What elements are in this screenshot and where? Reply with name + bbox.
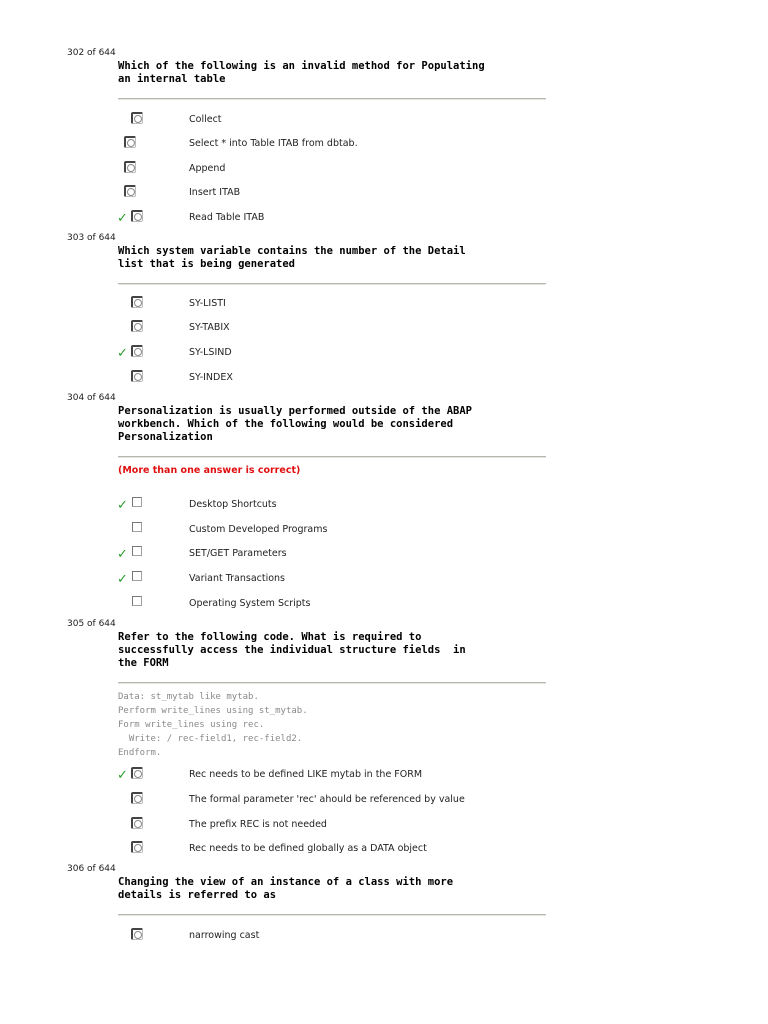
- option-row: [0, 161, 768, 179]
- radio-button-icon[interactable]: [131, 370, 143, 382]
- option-row: [0, 370, 768, 388]
- option-row: [0, 817, 768, 835]
- divider: [118, 283, 546, 285]
- radio-button-icon[interactable]: [124, 161, 136, 173]
- option-label: Select * into Table ITAB from dbtab.: [189, 138, 358, 149]
- radio-button-icon[interactable]: [124, 185, 136, 197]
- radio-button-icon[interactable]: [131, 792, 143, 804]
- option-row: [0, 296, 768, 314]
- option-row: [0, 112, 768, 130]
- option-row: [0, 210, 768, 228]
- radio-button-icon[interactable]: [131, 320, 143, 332]
- option-label: SY-TABIX: [189, 322, 230, 333]
- option-label: Read Table ITAB: [189, 212, 265, 223]
- question-text: Refer to the following code. What is required to successfully access the individual structure fields in the FORM: [118, 631, 466, 669]
- option-label: Rec needs to be defined globally as a DATA object: [189, 843, 427, 854]
- checkbox-icon[interactable]: [132, 596, 142, 606]
- option-row: [0, 345, 768, 363]
- divider: [118, 914, 546, 916]
- option-label: SY-LSIND: [189, 347, 232, 358]
- check-mark-icon: ✓: [117, 211, 128, 226]
- option-label: SY-LISTI: [189, 298, 226, 309]
- checkbox-icon[interactable]: [132, 546, 142, 556]
- option-row: [0, 522, 768, 540]
- option-row: [0, 185, 768, 203]
- checkbox-icon[interactable]: [132, 571, 142, 581]
- option-label: SY-INDEX: [189, 372, 233, 383]
- option-label: SET/GET Parameters: [189, 548, 287, 559]
- check-mark-icon: ✓: [117, 346, 128, 361]
- option-row: [0, 767, 768, 785]
- option-label: Desktop Shortcuts: [189, 499, 277, 510]
- option-row: [0, 571, 768, 589]
- divider: [118, 682, 546, 684]
- radio-button-icon[interactable]: [131, 767, 143, 779]
- option-label: The prefix REC is not needed: [189, 819, 327, 830]
- option-row: [0, 792, 768, 810]
- question-text: Which of the following is an invalid method for Populating an internal table: [118, 60, 485, 85]
- option-label: Variant Transactions: [189, 573, 286, 584]
- option-row: [0, 136, 768, 154]
- checkbox-icon[interactable]: [132, 497, 142, 507]
- question-number: 305 of 644: [67, 619, 116, 629]
- radio-button-icon[interactable]: [131, 841, 143, 853]
- radio-button-icon[interactable]: [131, 345, 143, 357]
- divider: [118, 98, 546, 100]
- option-label: Operating System Scripts: [189, 598, 311, 609]
- multiple-answer-note: (More than one answer is correct): [118, 465, 301, 476]
- divider: [118, 456, 546, 458]
- check-mark-icon: ✓: [117, 768, 128, 783]
- option-row: [0, 928, 768, 946]
- option-label: Rec needs to be defined LIKE mytab in the FORM: [189, 769, 423, 780]
- check-mark-icon: ✓: [117, 547, 128, 562]
- radio-button-icon[interactable]: [124, 136, 136, 148]
- question-number: 306 of 644: [67, 864, 116, 874]
- question-text: Which system variable contains the number of the Detail list that is being generated: [118, 245, 466, 270]
- question-text: Changing the view of an instance of a class with more details is referred to as: [118, 876, 454, 901]
- question-text: Personalization is usually performed outside of the ABAP workbench. Which of the following would be considered Personalization: [118, 405, 473, 443]
- option-label: Custom Developed Programs: [189, 524, 328, 535]
- check-mark-icon: ✓: [117, 498, 128, 513]
- checkbox-icon[interactable]: [132, 522, 142, 532]
- option-row: [0, 497, 768, 515]
- option-row: [0, 841, 768, 859]
- radio-button-icon[interactable]: [131, 210, 143, 222]
- option-label: narrowing cast: [189, 930, 260, 941]
- option-row: [0, 546, 768, 564]
- code-snippet: Data: st_mytab like mytab. Perform write_lines using st_mytab. Form write_lines using rec. Write: / rec-field1, rec-field2. Endform.: [118, 692, 308, 758]
- radio-button-icon[interactable]: [131, 928, 143, 940]
- radio-button-icon[interactable]: [131, 296, 143, 308]
- option-label: The formal parameter 'rec' ahould be referenced by value: [189, 794, 465, 805]
- option-label: Insert ITAB: [189, 187, 241, 198]
- question-number: 304 of 644: [67, 393, 116, 403]
- question-number: 302 of 644: [67, 48, 116, 58]
- question-number: 303 of 644: [67, 233, 116, 243]
- radio-button-icon[interactable]: [131, 817, 143, 829]
- option-row: [0, 320, 768, 338]
- option-row: [0, 596, 768, 614]
- radio-button-icon[interactable]: [131, 112, 143, 124]
- option-label: Append: [189, 163, 226, 174]
- option-label: Collect: [189, 114, 222, 125]
- check-mark-icon: ✓: [117, 572, 128, 587]
